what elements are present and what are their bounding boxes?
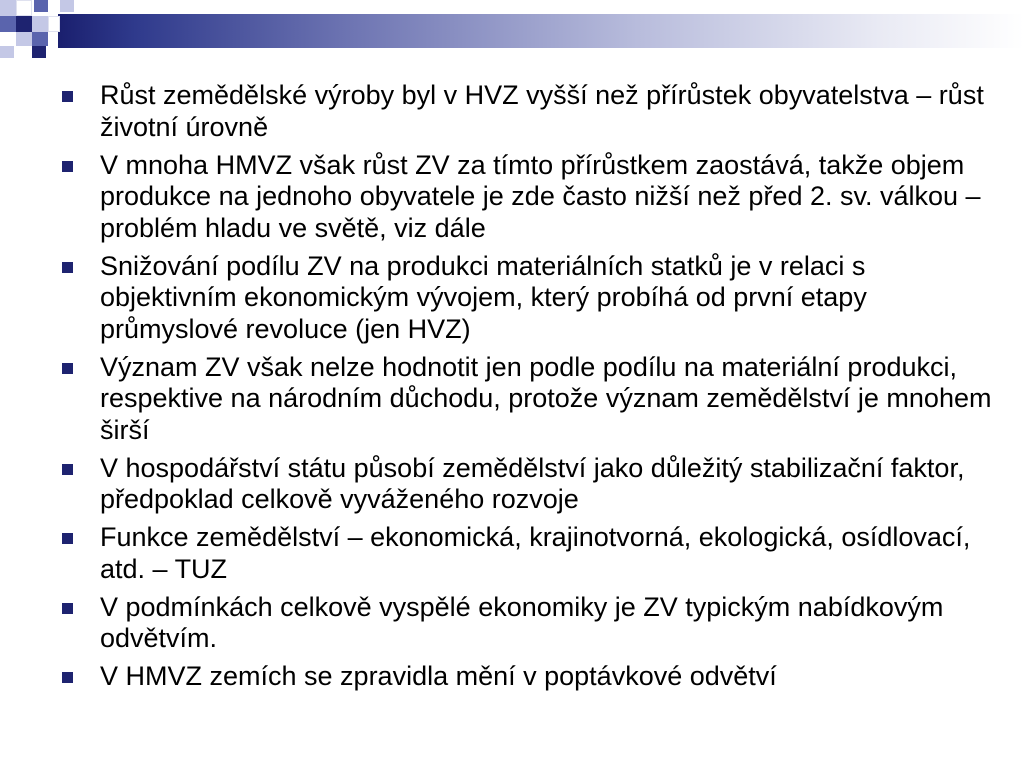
bullet-item bbox=[62, 150, 1002, 245]
bullet-text: Snižování podílu ZV na produkci materiálních statků je v relaci s objektivním ekonomickým vývojem, který probíhá od první etapy průmyslové revoluce (jen HVZ) bbox=[100, 250, 867, 344]
decor-square bbox=[34, 0, 48, 12]
decor-square bbox=[0, 46, 14, 58]
decor-square bbox=[0, 16, 16, 32]
decor-square bbox=[16, 32, 32, 46]
decor-square bbox=[0, 0, 16, 16]
decor-square bbox=[32, 32, 48, 46]
bullet-text: V podmínkách celkově vyspělé ekonomiky je ZV typickým nabídkovým odvětvím. bbox=[100, 591, 944, 653]
bullet-list bbox=[62, 80, 1002, 693]
bullet-item bbox=[62, 592, 1002, 655]
bullet-text: V hospodářství státu působí zemědělství jako důležitý stabilizační faktor, předpoklad celkově vyváženého rozvoje bbox=[100, 452, 965, 514]
bullet-text: V mnoha HMVZ však růst ZV za tímto přírůstkem zaostává, takže objem produkce na jednoho obyvatele je zde často nižší než před 2. sv. válkou – problém hladu ve světě, viz dále bbox=[100, 149, 981, 243]
square-bullet-icon bbox=[62, 91, 73, 102]
header-gradient-band bbox=[58, 14, 1024, 48]
square-bullet-icon bbox=[62, 464, 73, 475]
bullet-item bbox=[62, 352, 1002, 447]
bullet-text: Růst zemědělské výroby byl v HVZ vyšší než přírůstek obyvatelstva – růst životní úrovně bbox=[100, 80, 984, 142]
bullet-text: Funkce zemědělství – ekonomická, krajinotvorná, ekologická, osídlovací, atd. – TUZ bbox=[100, 522, 971, 584]
bullet-text: Význam ZV však nelze hodnotit jen podle podílu na materiální produkci, respektive na národním důchodu, protože význam zemědělství je mnohem širší bbox=[100, 351, 992, 445]
square-bullet-icon bbox=[62, 161, 73, 172]
decor-square bbox=[32, 46, 46, 58]
decor-square bbox=[16, 0, 32, 16]
square-bullet-icon bbox=[62, 363, 73, 374]
bullet-item bbox=[62, 80, 1002, 143]
bullet-item bbox=[62, 453, 1002, 516]
bullet-item bbox=[62, 522, 1002, 585]
decor-square bbox=[60, 0, 74, 12]
decor-square bbox=[32, 16, 48, 32]
square-bullet-icon bbox=[62, 603, 73, 614]
square-bullet-icon bbox=[62, 262, 73, 273]
square-bullet-icon bbox=[62, 672, 73, 683]
bullet-item bbox=[62, 251, 1002, 346]
square-bullet-icon bbox=[62, 533, 73, 544]
decor-square bbox=[48, 16, 60, 32]
bullet-item bbox=[62, 661, 1002, 693]
bullet-text: V HMVZ zemích se zpravidla mění v poptávkové odvětví bbox=[100, 661, 777, 691]
slide-body bbox=[62, 80, 1002, 699]
decor-square bbox=[16, 16, 32, 32]
